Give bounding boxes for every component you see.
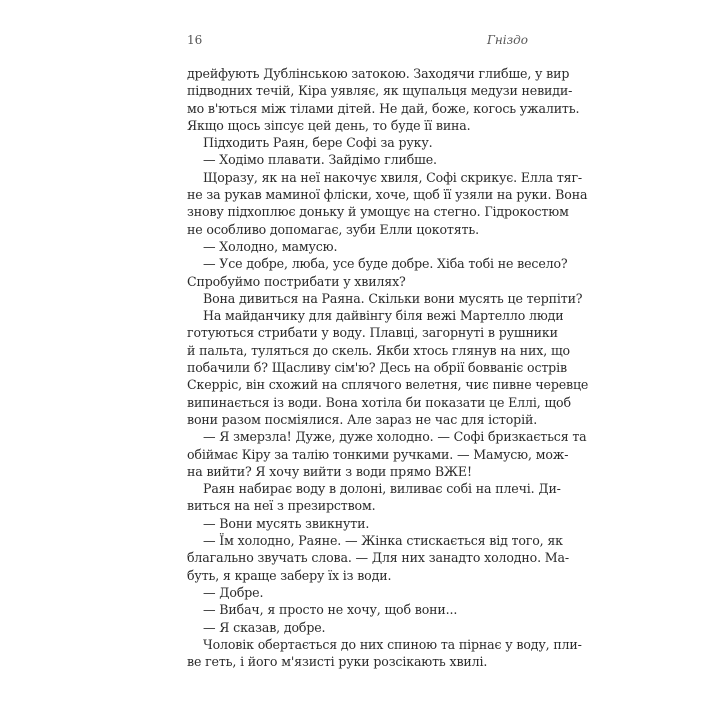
text-line: не за рукав маминої фліски, хоче, щоб її узяли на руки. Вона <box>187 187 588 203</box>
text-line: — Ходімо плавати. Зайдімо глибше. <box>203 152 437 168</box>
text-line: вони разом посміялися. Але зараз не час для історій. <box>187 411 538 427</box>
text-line: побачили б? Щасливу сім'ю? Десь на обрії бовваніє острів <box>187 360 567 376</box>
text-line: — Їм холодно, Раяне. — Жінка стискається від того, як <box>203 533 563 549</box>
text-line: випинається із води. Вона хотіла би показати це Еллі, щоб <box>187 394 571 410</box>
text-line: Чоловік обертається до них спиною та пірнає у воду, пли- <box>203 636 582 652</box>
text-line: й пальта, туляться до скель. Якби хтось глянув на них, що <box>187 342 570 358</box>
text-line: — Вибач, я просто не хочу, щоб вони... <box>203 602 458 618</box>
text-line: на вийти? Я хочу вийти з води прямо ВЖЕ! <box>187 463 472 479</box>
text-line: Якщо щось зіпсує цей день, то буде її вина. <box>187 117 471 133</box>
text-line: Спробуймо пострибати у хвилях? <box>187 273 406 289</box>
text-line: Раян набирає воду в долоні, виливає собі на плечі. Ди- <box>203 481 561 497</box>
running-title: Гніздо <box>486 33 528 47</box>
body-text <box>187 65 589 670</box>
text-line: готуються стрибати у воду. Плавці, загорнуті в рушники <box>187 325 558 341</box>
text-line: обіймає Кіру за талію тонкими ручками. — Мамусю, мож- <box>187 446 569 462</box>
text-line: — Вони мусять звикнути. <box>203 515 370 531</box>
page-number: 16 <box>187 33 203 47</box>
text-line: — Я сказав, добре. <box>203 619 326 635</box>
text-line: Скерріс, він схожий на сплячого велетня, чиє пивне черевце <box>187 377 589 393</box>
text-line: Вона дивиться на Раяна. Скільки вони мусять це терпіти? <box>203 290 583 306</box>
text-line: ве геть, і його м'язисті руки розсікають хвилі. <box>187 654 488 670</box>
text-line: знову підхоплює доньку й умощує на стегно. Гідрокостюм <box>187 204 569 220</box>
text-line: не особливо допомагає, зуби Елли цокотять. <box>187 221 479 237</box>
text-line: — Усе добре, люба, усе буде добре. Хіба тобі не весело? <box>203 256 568 272</box>
text-line: підводних течій, Кіра уявляє, як щупальця медузи невиди- <box>187 83 573 99</box>
text-line: мо в'ються між тілами дітей. Не дай, боже, когось ужалить. <box>187 100 580 116</box>
text-line: Щоразу, як на неї накочує хвиля, Софі скрикує. Елла тяг- <box>203 169 582 185</box>
text-line: На майданчику для дайвінгу біля вежі Мартелло люди <box>203 308 564 324</box>
text-line: — Холодно, мамусю. <box>203 238 338 254</box>
text-line: — Добре. <box>203 584 264 600</box>
text-line: Підходить Раян, бере Софі за руку. <box>203 135 433 151</box>
text-line: дрейфують Дублінською затокою. Заходячи глибше, у вир <box>187 66 570 81</box>
text-line: — Я змерзла! Дуже, дуже холодно. — Софі бризкається та <box>203 429 587 445</box>
text-line: виться на неї з презирством. <box>187 498 376 514</box>
text-line: благально звучать слова. — Для них занадто холодно. Ма- <box>187 550 569 566</box>
text-line: буть, я краще заберу їх із води. <box>187 567 392 583</box>
